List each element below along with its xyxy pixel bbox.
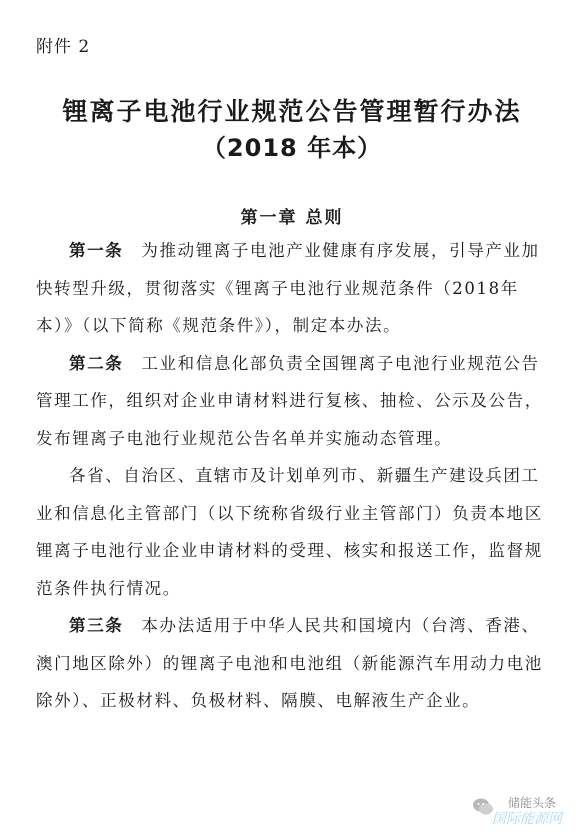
document-subtitle: （2018 年本）	[201, 134, 383, 162]
document-title: 锂离子电池行业规范公告管理暂行办法	[62, 97, 522, 126]
article-text: 工业和信息化部负责全国锂离子电池行业规范公告管理工作，组织对企业申请材料进行复核、抽检、公示及公告，发布锂离子电池行业规范公告名单并实施动态管理。	[36, 353, 543, 448]
watermark	[472, 790, 577, 826]
article-label: 第三条	[69, 616, 124, 635]
article-text: 为推动锂离子电池产业健康有序发展，引导产业加快转型升级，贯彻落实《锂离子电池行业规范条件（2018年本）》（以下简称《规范条件》），制定本办法。	[36, 241, 540, 335]
watermark-line-1: 储能头条	[508, 796, 557, 810]
chapter-heading: 第一章 总则	[240, 208, 344, 228]
watermark-line-2: 国际能源网	[492, 811, 562, 827]
document-body	[36, 232, 556, 720]
wechat-logo-icon	[472, 796, 494, 818]
article-text: 各省、自治区、直辖市及计划单列市、新疆生产建设兵团工业和信息化主管部门（以下统称省级行业主管部门）负责本地区锂离子电池行业企业申请材料的受理、核实和报送工作，监督规范条件执行情况。	[36, 466, 543, 598]
article-3	[36, 607, 556, 720]
article-text: 本办法适用于中华人民共和国境内（台湾、香港、澳门地区除外）的锂离子电池和电池组（新能源汽车用动力电池除外）、正极材料、负极材料、隔膜、电解液生产企业。	[36, 616, 543, 710]
article-label: 第一条	[69, 241, 124, 260]
article-2-paragraph-2	[36, 457, 556, 607]
article-1	[36, 232, 556, 345]
article-label: 第二条	[69, 353, 124, 373]
attachment-label: 附件 2	[36, 37, 91, 57]
article-2	[36, 345, 556, 458]
